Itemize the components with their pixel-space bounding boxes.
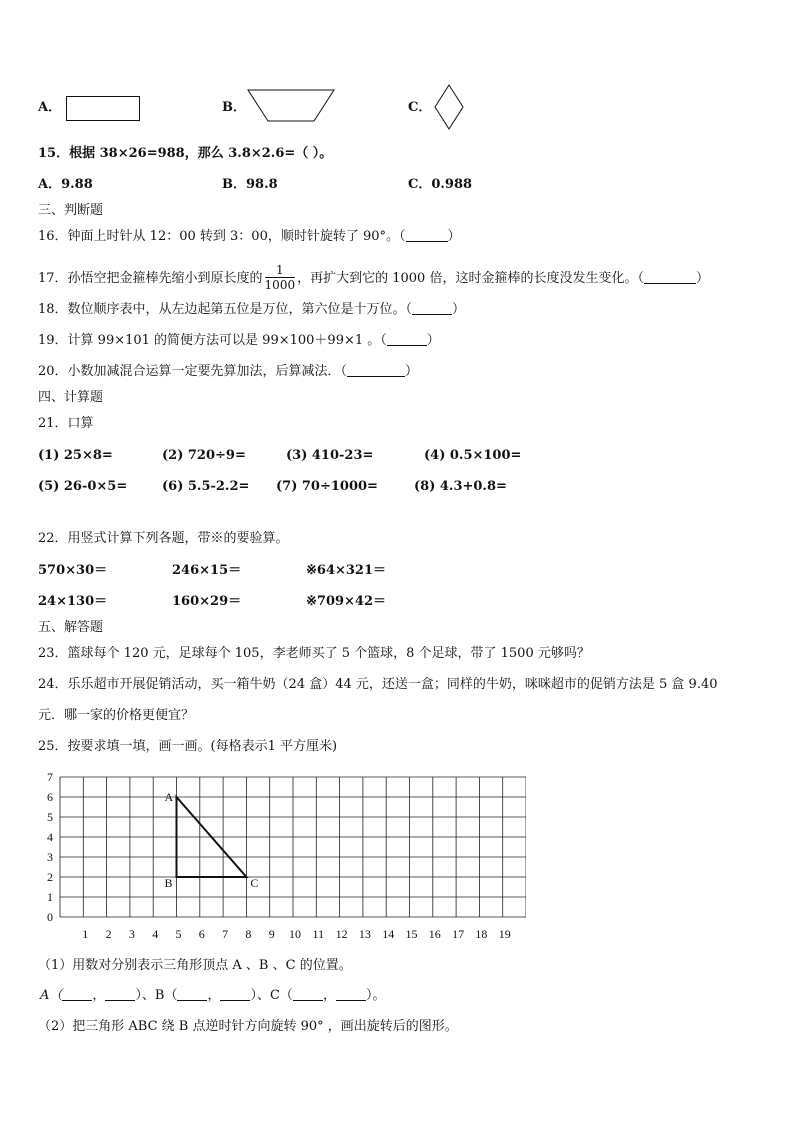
q19-answer-blank[interactable] [387, 333, 427, 346]
x-tick-label: 15 [405, 927, 418, 941]
rhombus-shape [433, 84, 465, 130]
y-tick-label: 3 [47, 850, 53, 864]
question-24-line-2: 元．哪一家的价格更便宜？ [38, 708, 195, 723]
question-25-sub-2: （2）把三角形 ABC 绕 B 点逆时针方向旋转 90° ，画出旋转后的图形。 [38, 1019, 458, 1034]
question-15: 15．根据 38×26=988，那么 3.8×2.6=（ ）。 [38, 146, 333, 161]
trapezoid-shape [246, 88, 336, 124]
x-tick-label: 4 [152, 927, 159, 941]
x-tick-label: 12 [335, 927, 348, 941]
x-tick-label: 19 [498, 927, 511, 941]
vertex-label: C [250, 876, 259, 890]
x-tick-label: 10 [289, 927, 301, 941]
x-tick-label: 6 [198, 927, 205, 941]
x-tick-label: 18 [475, 927, 488, 941]
q15-option-a: A．9.88 [38, 177, 93, 192]
question-20 [38, 364, 418, 380]
answer-line [40, 988, 385, 1004]
vertex-label: A [164, 790, 174, 804]
q17-numerator: 1 [265, 263, 296, 278]
q17-denominator: 1000 [264, 278, 296, 292]
q17-close: ） [695, 271, 709, 286]
q17-fraction [265, 263, 296, 292]
y-tick-label: 0 [47, 910, 53, 924]
answer-c-open: ）、C（ [250, 988, 293, 1003]
mental-calc-item: (2) 720÷9= [162, 448, 246, 463]
question-16 [38, 229, 461, 245]
vertical-calc-item: 160×29＝ [172, 594, 242, 609]
question-19 [38, 333, 440, 349]
x-tick-label: 3 [128, 927, 135, 941]
mental-calc-item: (4) 0.5×100= [424, 448, 522, 463]
answer-b-x-blank[interactable] [177, 988, 207, 1001]
mental-calc-item: (7) 70÷1000= [276, 479, 378, 494]
answer-a-open: A（ [40, 988, 63, 1003]
q17-text-pre: 17．孙悟空把金箍棒先缩小到原长度的 [38, 271, 263, 286]
x-tick-label: 7 [222, 927, 229, 941]
section-3-heading: 三、判断题 [38, 203, 104, 218]
q20-text: 20．小数加减混合运算一定要先算加法，后算减法．（ [38, 364, 348, 379]
x-tick-label: 9 [268, 927, 275, 941]
q15-option-b: B．98.8 [222, 177, 278, 192]
coordinate-grid [36, 766, 526, 944]
section-4-heading: 四、计算题 [38, 390, 104, 405]
answer-a-comma: ， [92, 988, 106, 1003]
option-a-label: A． [38, 100, 62, 115]
question-25-sub-1: （1）用数对分别表示三角形顶点 A 、B 、C 的位置。 [38, 958, 352, 973]
vertical-calc-item: 246×15＝ [172, 563, 242, 578]
q16-answer-blank[interactable] [406, 229, 448, 242]
q17-text-post: ，再扩大到它的 1000 倍，这时金箍棒的长度没发生变化。（ [297, 271, 644, 286]
x-tick-label: 1 [82, 927, 89, 941]
x-tick-label: 17 [452, 927, 465, 941]
vertical-calc-item: 570×30＝ [38, 563, 108, 578]
x-tick-label: 8 [245, 927, 252, 941]
mental-calc-item: (5) 26-0×5= [38, 479, 128, 494]
option-c-label: C． [408, 100, 432, 115]
x-tick-label: 11 [312, 927, 325, 941]
question-25-title: 25．按要求填一填，画一画。(每格表示1 平方厘米) [38, 739, 338, 754]
x-tick-label: 5 [175, 927, 182, 941]
answer-c-comma: ， [322, 988, 336, 1003]
rectangle-shape [66, 96, 140, 121]
question-23: 23．篮球每个 120 元，足球每个 105，李老师买了 5 个篮球，8 个足球，带了 1500 元够吗？ [38, 646, 590, 661]
question-17 [38, 264, 709, 293]
y-tick-label: 1 [47, 890, 53, 904]
section-5-heading: 五、解答题 [38, 620, 104, 635]
answer-b-open: ）、B（ [135, 988, 178, 1003]
q20-close: ） [405, 364, 419, 379]
q15-option-c: C．0.988 [408, 177, 473, 192]
vertical-calc-item: ※709×42＝ [306, 594, 387, 609]
answer-b-y-blank[interactable] [220, 988, 250, 1001]
q18-answer-blank[interactable] [412, 302, 452, 315]
answer-a-y-blank[interactable] [105, 988, 135, 1001]
q16-text: 16．钟面上时针从 12：00 转到 3：00，顺时针旋转了 90°。（ [38, 229, 406, 244]
q16-close: ） [447, 229, 461, 244]
y-tick-label: 6 [47, 790, 53, 804]
x-tick-label: 14 [382, 927, 395, 941]
question-21-title: 21．口算 [38, 416, 94, 431]
answer-c-y-blank[interactable] [336, 988, 366, 1001]
answer-a-x-blank[interactable] [62, 988, 92, 1001]
question-18 [38, 302, 465, 318]
y-tick-label: 7 [47, 770, 53, 784]
question-24-line-1: 24．乐乐超市开展促销活动，买一箱牛奶（24 盒）44 元，还送一盒；同样的牛奶，咪咪超市的促销方法是 5 盒 9.40 [38, 677, 718, 692]
x-tick-label: 13 [358, 927, 371, 941]
q17-answer-blank[interactable] [644, 271, 696, 284]
mental-calc-item: (1) 25×8= [38, 448, 113, 463]
answer-c-x-blank[interactable] [293, 988, 323, 1001]
x-tick-label: 2 [105, 927, 112, 941]
mental-calc-item: (3) 410-23= [286, 448, 374, 463]
question-22-title: 22．用竖式计算下列各题，带※的要验算。 [38, 531, 289, 546]
vertical-calc-item: ※64×321＝ [306, 563, 387, 578]
q20-answer-blank[interactable] [347, 364, 405, 377]
y-tick-label: 4 [47, 830, 53, 844]
q18-text: 18．数位顺序表中，从左边起第五位是万位，第六位是十万位。（ [38, 302, 413, 317]
q19-text: 19．计算 99×101 的简便方法可以是 99×100＋99×1 。（ [38, 333, 387, 348]
grid-canvas[interactable] [36, 766, 526, 944]
mental-calc-item: (6) 5.5-2.2= [162, 479, 250, 494]
mental-calc-item: (8) 4.3+0.8= [414, 479, 507, 494]
vertex-label: B [164, 876, 173, 890]
option-b-label: B． [222, 100, 246, 115]
vertical-calc-item: 24×130＝ [38, 594, 108, 609]
answer-end: ）。 [365, 988, 386, 1003]
x-tick-label: 16 [428, 927, 441, 941]
q19-close: ） [426, 333, 440, 348]
q18-close: ） [452, 302, 466, 317]
y-tick-label: 2 [47, 870, 53, 884]
answer-b-comma: ， [207, 988, 221, 1003]
y-tick-label: 5 [47, 810, 53, 824]
